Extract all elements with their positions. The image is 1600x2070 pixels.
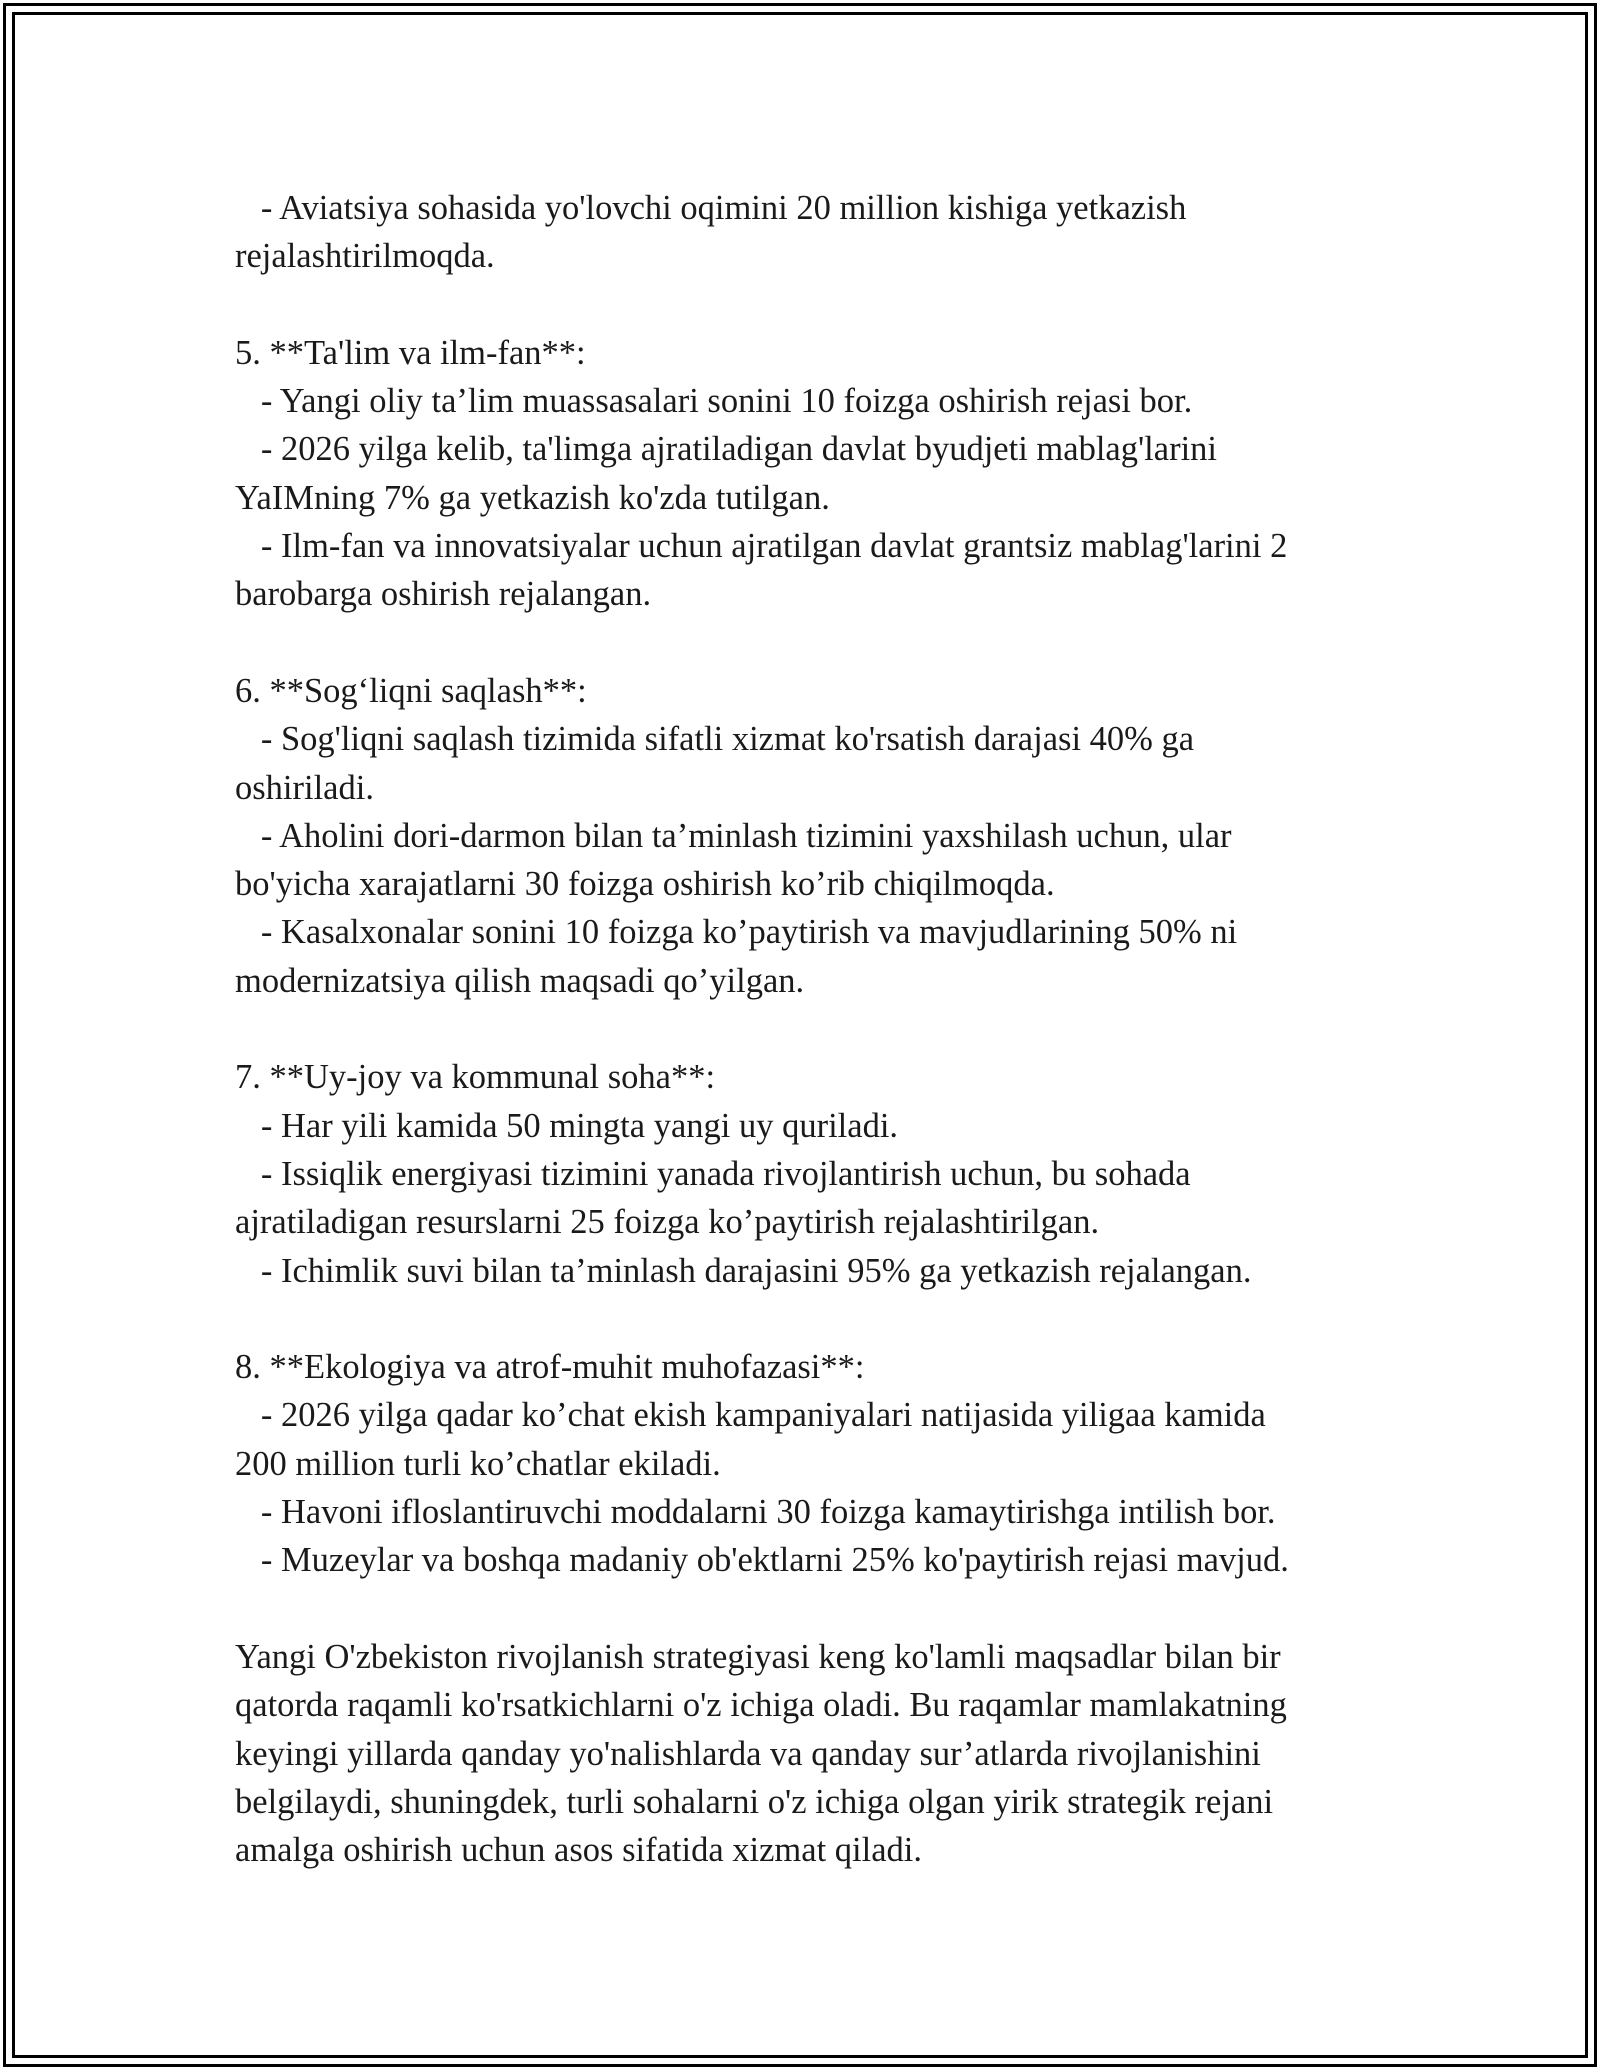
section-line: - Ichimlik suvi bilan ta’minlash darajasini 95% ga yetkazish rejalangan. (235, 1251, 1252, 1290)
section-line: - Havoni ifloslantiruvchi moddalarni 30 foizga kamaytirishga intilish bor. (235, 1493, 1276, 1532)
section-heading-ekologiya: 8. **Ekologiya va atrof-muhit muhofazasi**: (235, 1348, 865, 1387)
paragraph-gap (235, 281, 1385, 329)
section-line: - Ilm-fan va innovatsiyalar uchun ajratilgan davlat grantsiz mablag'larini 2 (235, 527, 1288, 566)
section-line: 200 million turli ko’chatlar ekiladi. (235, 1444, 721, 1483)
section-line: modernizatsiya qilish maqsadi qo’yilgan. (235, 961, 805, 1000)
section-heading-uy-joy: 7. **Uy-joy va kommunal soha**: (235, 1058, 716, 1097)
paragraph-gap (235, 1295, 1385, 1343)
section-line: - Issiqlik energiyasi tizimini yanada rivojlantirish uchun, bu sohada (235, 1154, 1191, 1193)
paragraph-gap (235, 1005, 1385, 1053)
conclusion-line: keyingi yillarda qanday yo'nalishlarda va qanday sur’atlarda rivojlanishini (235, 1734, 1261, 1773)
section-line: - Har yili kamida 50 mingta yangi uy quriladi. (235, 1106, 899, 1145)
conclusion-line: belgilaydi, shuningdek, turli sohalarni o'z ichiga olgan yirik strategik rejani (235, 1782, 1274, 1821)
section-line: barobarga oshirish rejalangan. (235, 575, 652, 614)
section-line: ajratiladigan resurslarni 25 foizga ko’paytirish rejalashtirilgan. (235, 1203, 1100, 1242)
section-line: - Sog'liqni saqlash tizimida sifatli xizmat ko'rsatish darajasi 40% ga (235, 720, 1195, 759)
intro-line: rejalashtirilmoqda. (235, 237, 495, 276)
section-line: oshiriladi. (235, 768, 374, 807)
intro-line: - Aviatsiya sohasida yo'lovchi oqimini 20 million kishiga yetkazish (235, 189, 1187, 227)
section-heading-sogliqni-saqlash: 6. **Sog‘liqni saqlash**: (235, 671, 587, 710)
section-line: - Kasalxonalar sonini 10 foizga ko’paytirish va mavjudlarining 50% ni (235, 913, 1238, 952)
conclusion-line: qatorda raqamli ko'rsatkichlarni o'z ichiga oladi. Bu raqamlar mamlakatning (235, 1686, 1287, 1725)
conclusion-line: Yangi O'zbekiston rivojlanish strategiyasi keng ko'lamli maqsadlar bilan bir (235, 1637, 1281, 1676)
section-line: - Aholini dori-darmon bilan ta’minlash tizimini yaxshilash uchun, ular (235, 816, 1232, 855)
section-line: bo'yicha xarajatlarni 30 foizga oshirish ko’rib chiqilmoqda. (235, 865, 1055, 904)
paragraph-gap (235, 619, 1385, 667)
section-line: - 2026 yilga qadar ko’chat ekish kampaniyalari natijasida yiligaa kamida (235, 1396, 1266, 1435)
document-body (235, 184, 1385, 1874)
section-line: - Yangi oliy ta’lim muassasalari sonini 10 foizga oshirish rejasi bor. (235, 382, 1193, 421)
paragraph-gap (235, 1585, 1385, 1633)
section-heading-talim: 5. **Ta'lim va ilm-fan**: (235, 333, 586, 372)
section-line: - 2026 yilga kelib, ta'limga ajratiladigan davlat byudjeti mablag'larini (235, 430, 1217, 469)
section-line: YaIMning 7% ga yetkazish ko'zda tutilgan. (235, 478, 830, 517)
section-line: - Muzeylar va boshqa madaniy ob'ektlarni 25% ko'paytirish rejasi mavjud. (235, 1541, 1289, 1580)
conclusion-line: amalga oshirish uchun asos sifatida xizmat qiladi. (235, 1831, 922, 1870)
